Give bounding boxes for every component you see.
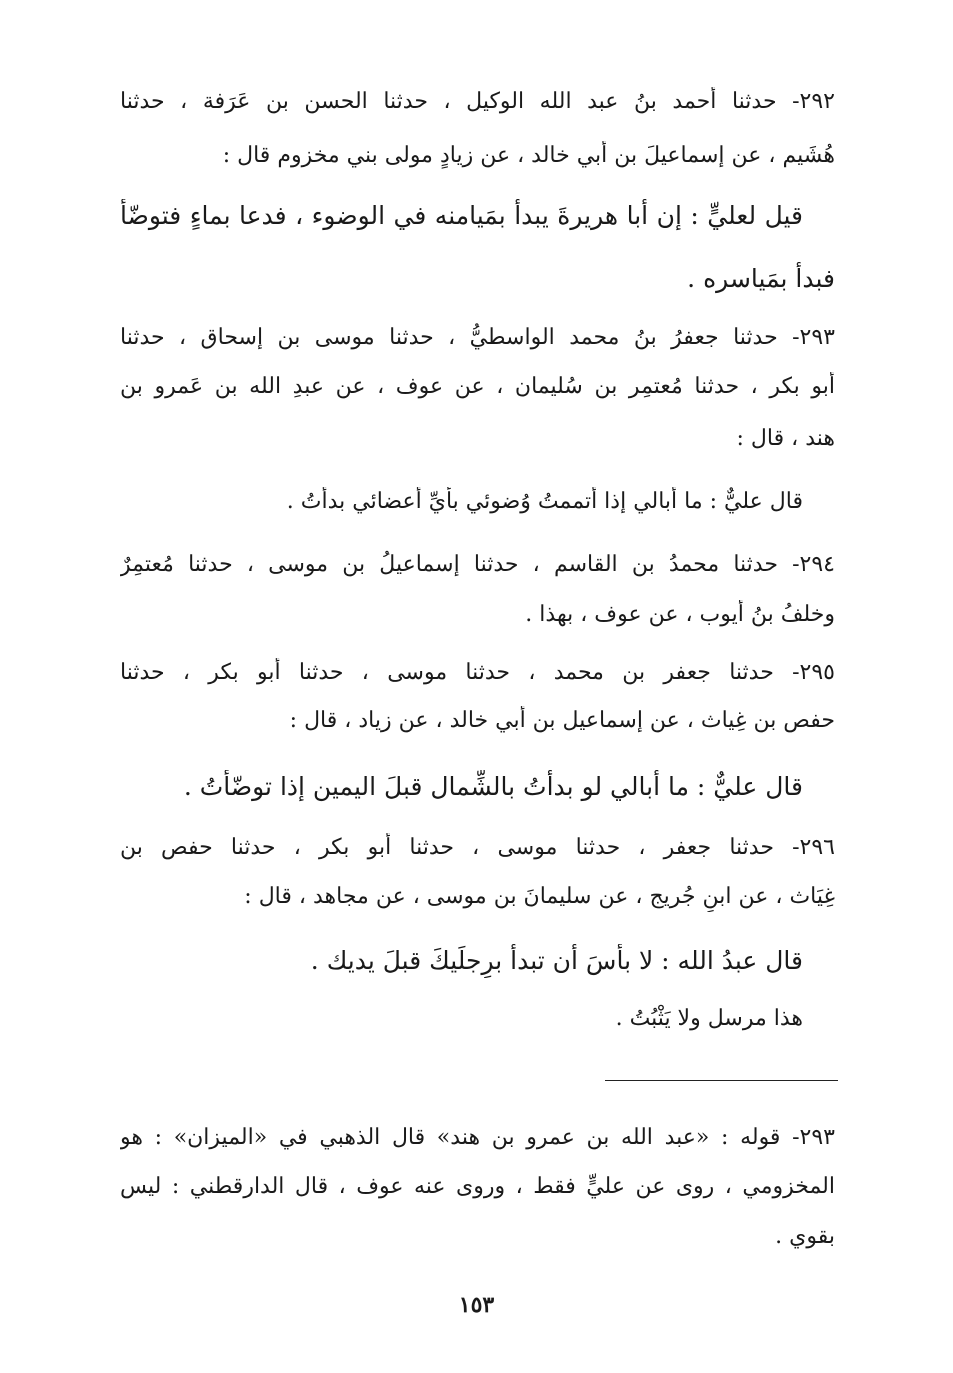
hadith-295-text-line-1: قال عليٌّ : ما أُبالي لو بدأتُ بالشِّمال قبلَ اليمين إذا توضّأْتُ . [183, 772, 803, 801]
hadith-292-line-1: ٢٩٢- حدثنا أحمد بنُ عبد الله الوكيل ، حدثنا الحسن بن عَرَفة ، حدثنا [120, 89, 835, 114]
hadith-295-line-1: ٢٩٥- حدثنا جعفر بن محمد ، حدثنا موسى ، حدثنا أبو بكر ، حدثنا [120, 660, 835, 685]
hadith-296-text-line-2: هذا مرسل ولا يَثْبُتُ . [615, 1006, 803, 1031]
hadith-293-line-3: هند ، قال : [736, 426, 835, 451]
hadith-296-text-line-1: قال عبدُ الله : لا بأسَ أن تبدأ برِجلَيكَ قبلَ يديك . [310, 946, 803, 975]
hadith-292-line-2: هُشَيم ، عن إسماعيلَ بن أبي خالد ، عن زيادٍ مولى بني مخزوم قال : [222, 143, 835, 168]
footnote-line-3: بقوي . [775, 1224, 835, 1249]
hadith-296-line-2: غِيَاث ، عن ابنِ جُريج ، عن سليمانَ بن موسى ، عن مجاهد ، قال : [244, 884, 835, 909]
hadith-293-line-1: ٢٩٣- حدثنا جعفرُ بنُ محمد الواسطيُّ ، حدثنا موسى بن إسحاق ، حدثنا [120, 325, 835, 350]
hadith-293-line-2: أبو بكر ، حدثنا مُعتمِر بن سُليمان ، عن عوف ، عن عبدِ الله بن عَمرو بن [120, 374, 835, 399]
hadith-294-line-2: وخلفُ بنُ أيوب ، عن عوف ، بهذا . [525, 602, 835, 627]
footnote-line-2: المخزومي ، روى عن عليٍّ فقط ، وروى عنه عوف ، قال الدارقطني : ليس [120, 1174, 835, 1199]
hadith-296-line-1: ٢٩٦- حدثنا جعفر ، حدثنا موسى ، حدثنا أبو بكر ، حدثنا حفص بن [120, 835, 835, 860]
hadith-292-text-line-2: فبدأَ بمَياسره . [687, 264, 835, 293]
hadith-295-line-2: حفص بن غِياث ، عن إسماعيل بن أبي خالد ، عن زياد ، قال : [289, 708, 835, 733]
page-number: ١٥٣ [458, 1292, 495, 1318]
hadith-293-text-line-1: قال عليٌّ : ما أُبالي إذا أتممتُ وُضوئي بأيِّ أعضائي بدأتُ . [286, 489, 803, 514]
hadith-292-text-line-1: قيل لعليٍّ : إن أبا هريرةَ يبدأُ بمَيامنه في الوضوء ، فدعا بماءٍ فتوضّأَ [120, 201, 803, 230]
hadith-294-line-1: ٢٩٤- حدثنا محمدُ بن القاسم ، حدثنا إسماعيلُ بن موسى ، حدثنا مُعتمِرٌ [120, 552, 835, 577]
footnote-line-1: ٢٩٣- قوله : «عبد الله بن عمرو بن هند» قال الذهبي في «الميزان» : هو [120, 1125, 835, 1150]
footnote-separator [605, 1080, 838, 1081]
